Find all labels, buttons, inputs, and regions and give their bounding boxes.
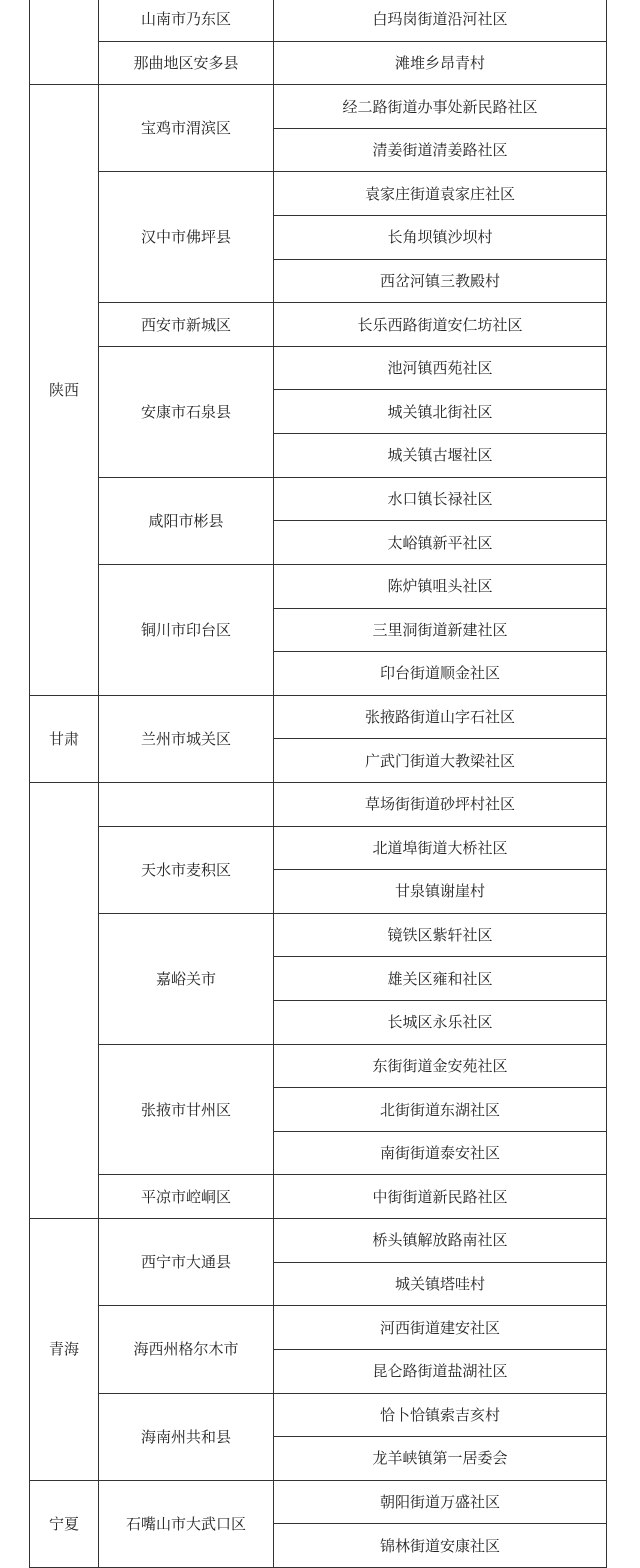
province-cell: 宁夏	[30, 1480, 99, 1567]
community-cell: 雄关区雍和社区	[274, 957, 607, 1001]
city-cell: 西宁市大通县	[99, 1219, 274, 1306]
community-cell: 滩堆乡昂青村	[274, 41, 607, 85]
community-cell: 经二路街道办事处新民路社区	[274, 85, 607, 129]
city-cell: 平凉市崆峒区	[99, 1175, 274, 1219]
community-cell: 太峪镇新平社区	[274, 521, 607, 565]
community-cell: 东街街道金安苑社区	[274, 1044, 607, 1088]
community-cell: 西岔河镇三教殿村	[274, 259, 607, 303]
community-cell: 长乐西路街道安仁坊社区	[274, 303, 607, 347]
community-cell: 城关镇古堰社区	[274, 434, 607, 478]
community-cell: 南街街道泰安社区	[274, 1131, 607, 1175]
community-cell: 北道埠街道大桥社区	[274, 826, 607, 870]
city-cell: 西安市新城区	[99, 303, 274, 347]
community-cell: 水口镇长禄社区	[274, 477, 607, 521]
community-cell: 长角坝镇沙坝村	[274, 216, 607, 260]
table-row	[30, 1175, 607, 1219]
city-cell: 安康市石泉县	[99, 346, 274, 477]
community-cell: 三里洞街道新建社区	[274, 608, 607, 652]
table-row	[30, 782, 607, 826]
city-cell: 宝鸡市渭滨区	[99, 85, 274, 172]
city-cell: 汉中市佛坪县	[99, 172, 274, 303]
community-cell: 北街街道东湖社区	[274, 1088, 607, 1132]
community-cell: 陈炉镇咀头社区	[274, 564, 607, 608]
city-cell	[99, 782, 274, 826]
city-cell: 天水市麦积区	[99, 826, 274, 913]
province-cell	[30, 782, 99, 1218]
city-cell: 那曲地区安多县	[99, 41, 274, 85]
community-cell: 龙羊峡镇第一居委会	[274, 1437, 607, 1481]
community-cell: 恰卜恰镇索吉亥村	[274, 1393, 607, 1437]
table-row	[30, 0, 607, 41]
table-row	[30, 303, 607, 347]
community-cell: 桥头镇解放路南社区	[274, 1219, 607, 1263]
province-cell: 甘肃	[30, 695, 99, 782]
community-cell: 镜铁区紫轩社区	[274, 913, 607, 957]
table-row	[30, 41, 607, 85]
community-cell: 白玛岗街道沿河社区	[274, 0, 607, 41]
city-cell: 海南州共和县	[99, 1393, 274, 1480]
community-cell: 城关镇塔哇村	[274, 1262, 607, 1306]
community-cell: 清姜街道清姜路社区	[274, 128, 607, 172]
community-cell: 池河镇西苑社区	[274, 346, 607, 390]
city-cell: 石嘴山市大武口区	[99, 1480, 274, 1567]
table-row	[30, 1480, 607, 1524]
community-cell: 袁家庄街道袁家庄社区	[274, 172, 607, 216]
community-cell: 中街街道新民路社区	[274, 1175, 607, 1219]
table-row	[30, 1044, 607, 1088]
community-cell: 广武门街道大教梁社区	[274, 739, 607, 783]
community-cell: 朝阳街道万盛社区	[274, 1480, 607, 1524]
table-row	[30, 477, 607, 521]
province-cell: 陕西	[30, 85, 99, 696]
table-row	[30, 1306, 607, 1350]
city-cell: 咸阳市彬县	[99, 477, 274, 564]
city-cell: 海西州格尔木市	[99, 1306, 274, 1393]
table-row	[30, 172, 607, 216]
city-cell: 兰州市城关区	[99, 695, 274, 782]
community-cell: 河西街道建安社区	[274, 1306, 607, 1350]
city-cell: 山南市乃东区	[99, 0, 274, 41]
province-cell: 青海	[30, 1219, 99, 1481]
community-table	[29, 0, 607, 1568]
community-cell: 长城区永乐社区	[274, 1001, 607, 1045]
table-row	[30, 564, 607, 608]
community-cell: 张掖路街道山字石社区	[274, 695, 607, 739]
table-row	[30, 1393, 607, 1437]
community-cell: 印台街道顺金社区	[274, 652, 607, 696]
community-cell: 甘泉镇谢崖村	[274, 870, 607, 914]
table-row	[30, 826, 607, 870]
table-row	[30, 1219, 607, 1263]
community-cell: 锦林街道安康社区	[274, 1524, 607, 1568]
table-row	[30, 85, 607, 129]
city-cell: 张掖市甘州区	[99, 1044, 274, 1175]
table-row	[30, 346, 607, 390]
table-row	[30, 695, 607, 739]
city-cell: 铜川市印台区	[99, 564, 274, 695]
community-cell: 昆仑路街道盐湖社区	[274, 1349, 607, 1393]
table-row	[30, 913, 607, 957]
community-cell: 城关镇北街社区	[274, 390, 607, 434]
city-cell: 嘉峪关市	[99, 913, 274, 1044]
community-cell: 草场街街道砂坪村社区	[274, 782, 607, 826]
province-cell	[30, 0, 99, 85]
